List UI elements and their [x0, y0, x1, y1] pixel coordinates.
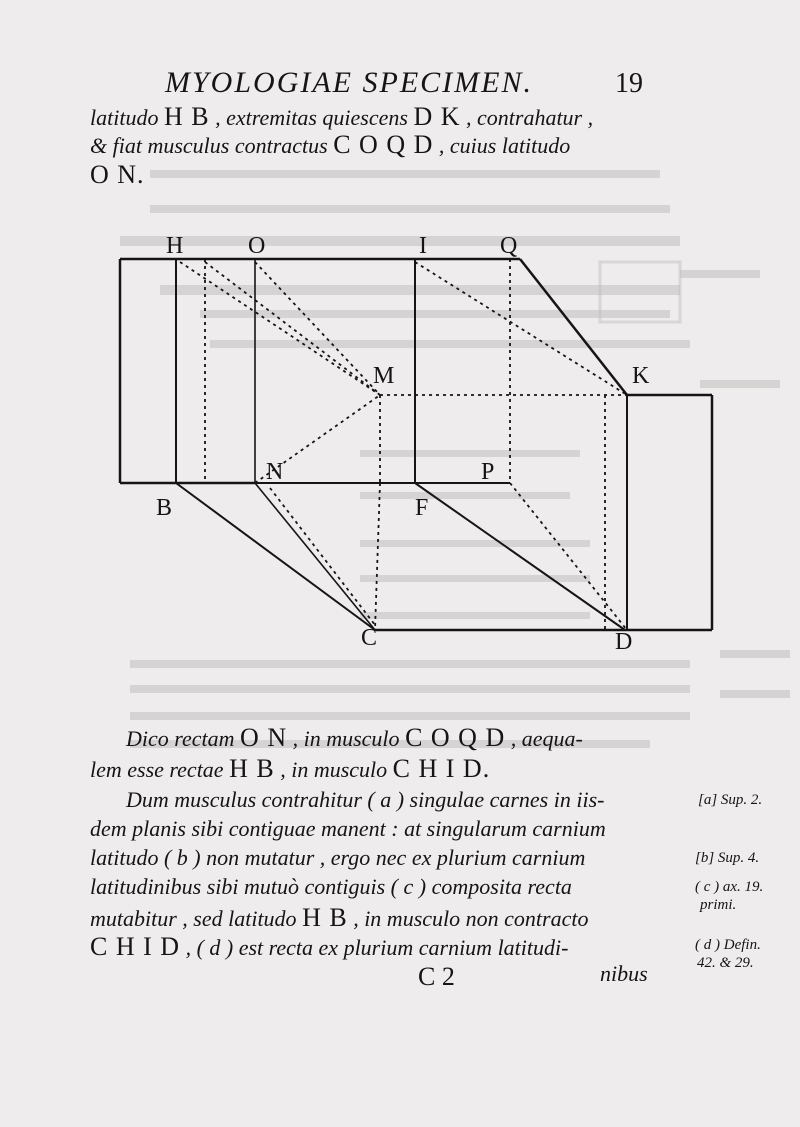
- letters-hb: H B: [229, 754, 275, 783]
- text-run: , in musculo: [292, 726, 400, 751]
- letters-hb: H B: [302, 903, 348, 932]
- label-i: I: [419, 233, 427, 259]
- label-n: N: [266, 459, 284, 485]
- margin-note-d: ( d ) Defin.: [695, 937, 761, 953]
- dotted-h-m-2: [205, 262, 380, 395]
- para3-line1: Dum musculus contrahitur ( a ) singulae carnes in iis-: [126, 787, 605, 812]
- label-o: O: [248, 233, 266, 259]
- letters-coqd: C O Q D: [405, 723, 506, 752]
- para3-line6: [90, 934, 568, 960]
- dotted-n-c: [270, 488, 375, 625]
- dotted-f-c: [375, 483, 380, 630]
- para2-line2: [90, 756, 490, 782]
- edge-n-c: [255, 483, 375, 630]
- text-run: , cuius latitudo: [438, 133, 571, 158]
- para3-line5: [90, 905, 588, 931]
- label-f: F: [415, 495, 429, 521]
- text-run: Dico rectam: [126, 726, 235, 751]
- margin-note-b: [b] Sup. 4.: [695, 850, 760, 866]
- running-title: MYOLOGIAE SPECIMEN.: [165, 66, 533, 99]
- letters-coqd: C O Q D: [333, 130, 434, 159]
- page-number: 19: [615, 68, 643, 99]
- text-run: latitudo: [90, 105, 159, 130]
- para3-line3: latitudo ( b ) non mutatur , ergo nec ex plurium carnium: [90, 845, 586, 870]
- catchword: nibus: [600, 961, 648, 986]
- edge-f-d: [415, 483, 625, 630]
- text-run: , ( d ) est recta ex plurium carnium latitudi-: [185, 935, 569, 960]
- label-h: H: [166, 233, 184, 259]
- text-run: mutabitur , sed latitudo: [90, 906, 297, 931]
- margin-note-c: ( c ) ax. 19.: [695, 879, 764, 895]
- text-run: , contrahatur ,: [466, 105, 594, 130]
- label-d: D: [615, 629, 633, 655]
- para3-line4: latitudinibus sibi mutuò contiguis ( c ) composita recta: [90, 874, 572, 899]
- para3-line2: dem planis sibi contiguae manent : at singularum carnium: [90, 816, 606, 841]
- dotted-o-m: [255, 262, 380, 395]
- text-run: lem esse rectae: [90, 757, 224, 782]
- margin-note-a: [a] Sup. 2.: [698, 792, 763, 808]
- label-c: C: [361, 625, 378, 651]
- letters-chid: C H I D.: [392, 754, 491, 783]
- label-p: P: [481, 459, 495, 485]
- dotted-h-m: [180, 262, 380, 395]
- text-run: , in musculo: [280, 757, 388, 782]
- label-q: Q: [500, 233, 518, 259]
- dotted-p-d: [510, 483, 627, 630]
- text-run: , aequa-: [510, 726, 583, 751]
- margin-note-d-cont: 42. & 29.: [697, 955, 754, 971]
- label-k: K: [632, 363, 650, 389]
- text-run: & fiat musculus contractus: [90, 133, 328, 158]
- letters-hb: H B: [163, 102, 210, 131]
- para2-line1: [126, 725, 583, 751]
- signature-mark: C 2: [418, 962, 455, 991]
- margin-note-c-cont: primi.: [700, 897, 737, 913]
- letters-on: O N.: [90, 160, 145, 189]
- label-m: M: [373, 363, 395, 389]
- letters-chid: C H I D: [90, 932, 181, 961]
- letters-dk: D K: [413, 102, 461, 131]
- edge-i-k: [520, 259, 627, 395]
- text-run: , extremitas quiescens: [215, 105, 408, 130]
- text-run: , in musculo non contracto: [353, 906, 589, 931]
- edge-b-c: [176, 483, 375, 630]
- dotted-i-k: [415, 262, 627, 395]
- letters-on: O N: [240, 723, 288, 752]
- label-b: B: [156, 495, 173, 521]
